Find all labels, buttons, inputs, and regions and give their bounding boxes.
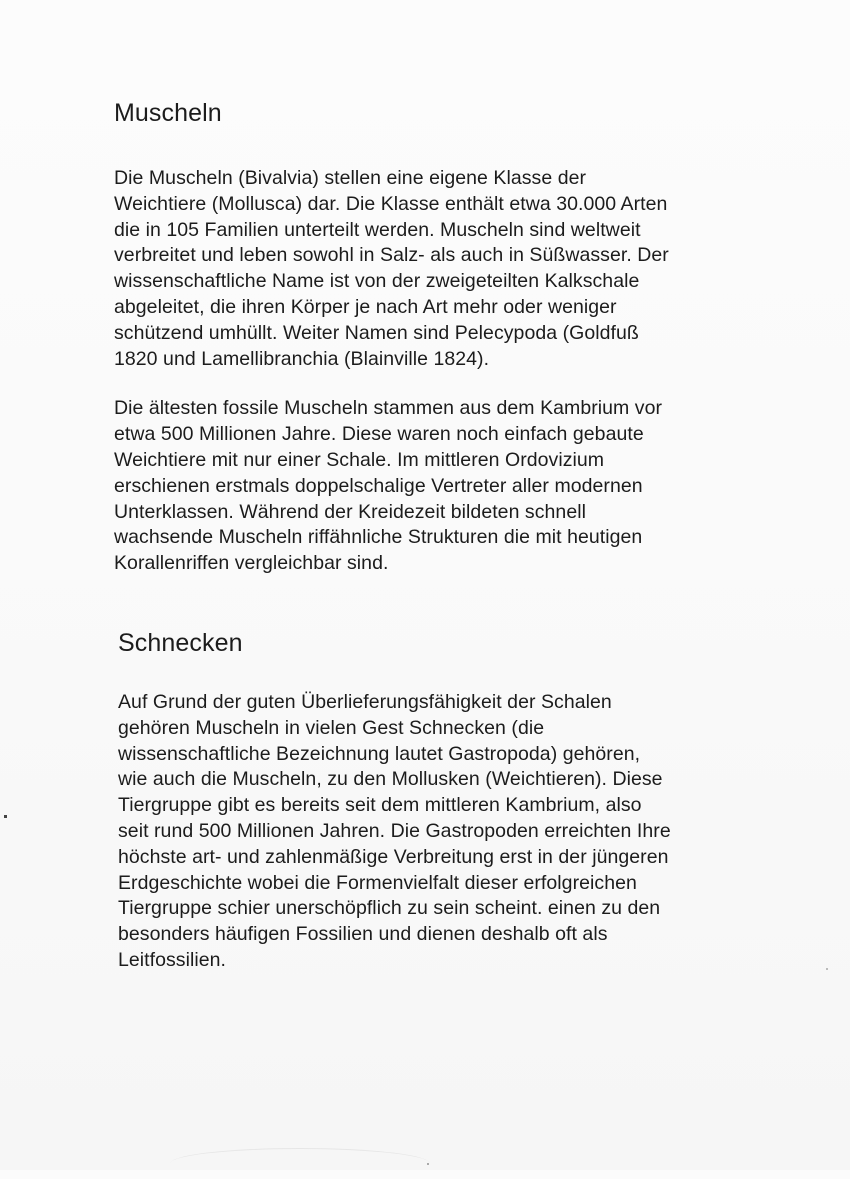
text-line: besonders häufigen Fossilien und dienen deshalb oft als: [118, 923, 608, 946]
text-line: wachsende Muscheln riffähnliche Strukturen die mit heutigen: [114, 526, 643, 549]
text-line: etwa 500 Millionen Jahre. Diese waren noch einfach gebaute: [114, 423, 644, 446]
text-line: Erdgeschichte wobei die Formenvielfalt dieser erfolgreichen: [118, 871, 637, 894]
text-line: 1820 und Lamellibranchia (Blainville 1824).: [114, 347, 490, 370]
text-line: Unterklassen. Während der Kreidezeit bildeten schnell: [114, 500, 586, 523]
paper-curl: [170, 1148, 430, 1179]
text-line: wissenschaftliche Bezeichnung lautet Gastropoda) gehören,: [118, 742, 641, 765]
text-line: Weichtiere (Mollusca) dar. Die Klasse enthält etwa 30.000 Arten: [114, 192, 668, 215]
text-line: abgeleitet, die ihren Körper je nach Art mehr oder weniger: [114, 295, 617, 318]
scan-speck: [4, 815, 7, 818]
text-line: schützend umhüllt. Weiter Namen sind Pelecypoda (Goldfuß: [114, 321, 639, 344]
text-line: Leitfossilien.: [118, 948, 227, 971]
text-line: gehören Muscheln in vielen Gest Schnecken (die: [118, 716, 545, 739]
text-line: Auf Grund der guten Überlieferungsfähigkeit der Schalen: [118, 691, 612, 713]
section-schnecken: [118, 626, 758, 974]
paragraph: [114, 166, 754, 372]
text-line: wissenschaftliche Name ist von der zweigeteilten Kalkschale: [114, 270, 640, 293]
text-line: seit rund 500 Millionen Jahren. Die Gastropoden erreichten Ihre: [118, 819, 671, 842]
text-line: höchste art- und zahlenmäßige Verbreitung erst in der jüngeren: [118, 845, 669, 868]
text-line: Korallenriffen vergleichbar sind.: [114, 552, 389, 575]
scan-speck: [826, 968, 828, 970]
text-line: erschienen erstmals doppelschalige Vertreter aller modernen: [114, 474, 643, 497]
text-line: Tiergruppe gibt es bereits seit dem mittleren Kambrium, also: [118, 794, 642, 817]
text-line: Die Muscheln (Bivalvia) stellen eine eigene Klasse der: [114, 167, 587, 189]
section-muscheln: [114, 96, 754, 577]
text-line: wie auch die Muscheln, zu den Mollusken (Weichtieren). Diese: [118, 768, 663, 791]
text-line: Tiergruppe schier unerschöpflich zu sein scheint. einen zu den: [118, 897, 661, 920]
paragraph: [118, 690, 758, 974]
text-line: Die ältesten fossile Muscheln stammen aus dem Kambrium vor: [114, 397, 663, 420]
section-heading: Schnecken: [118, 629, 243, 657]
text-line: Weichtiere mit nur einer Schale. Im mittleren Ordovizium: [114, 448, 605, 471]
paragraph: [114, 396, 754, 577]
text-line: verbreitet und leben sowohl in Salz- als auch in Süßwasser. Der: [114, 244, 669, 267]
section-heading: Muscheln: [114, 99, 222, 127]
text-line: die in 105 Familien unterteilt werden. Muscheln sind weltweit: [114, 218, 641, 241]
